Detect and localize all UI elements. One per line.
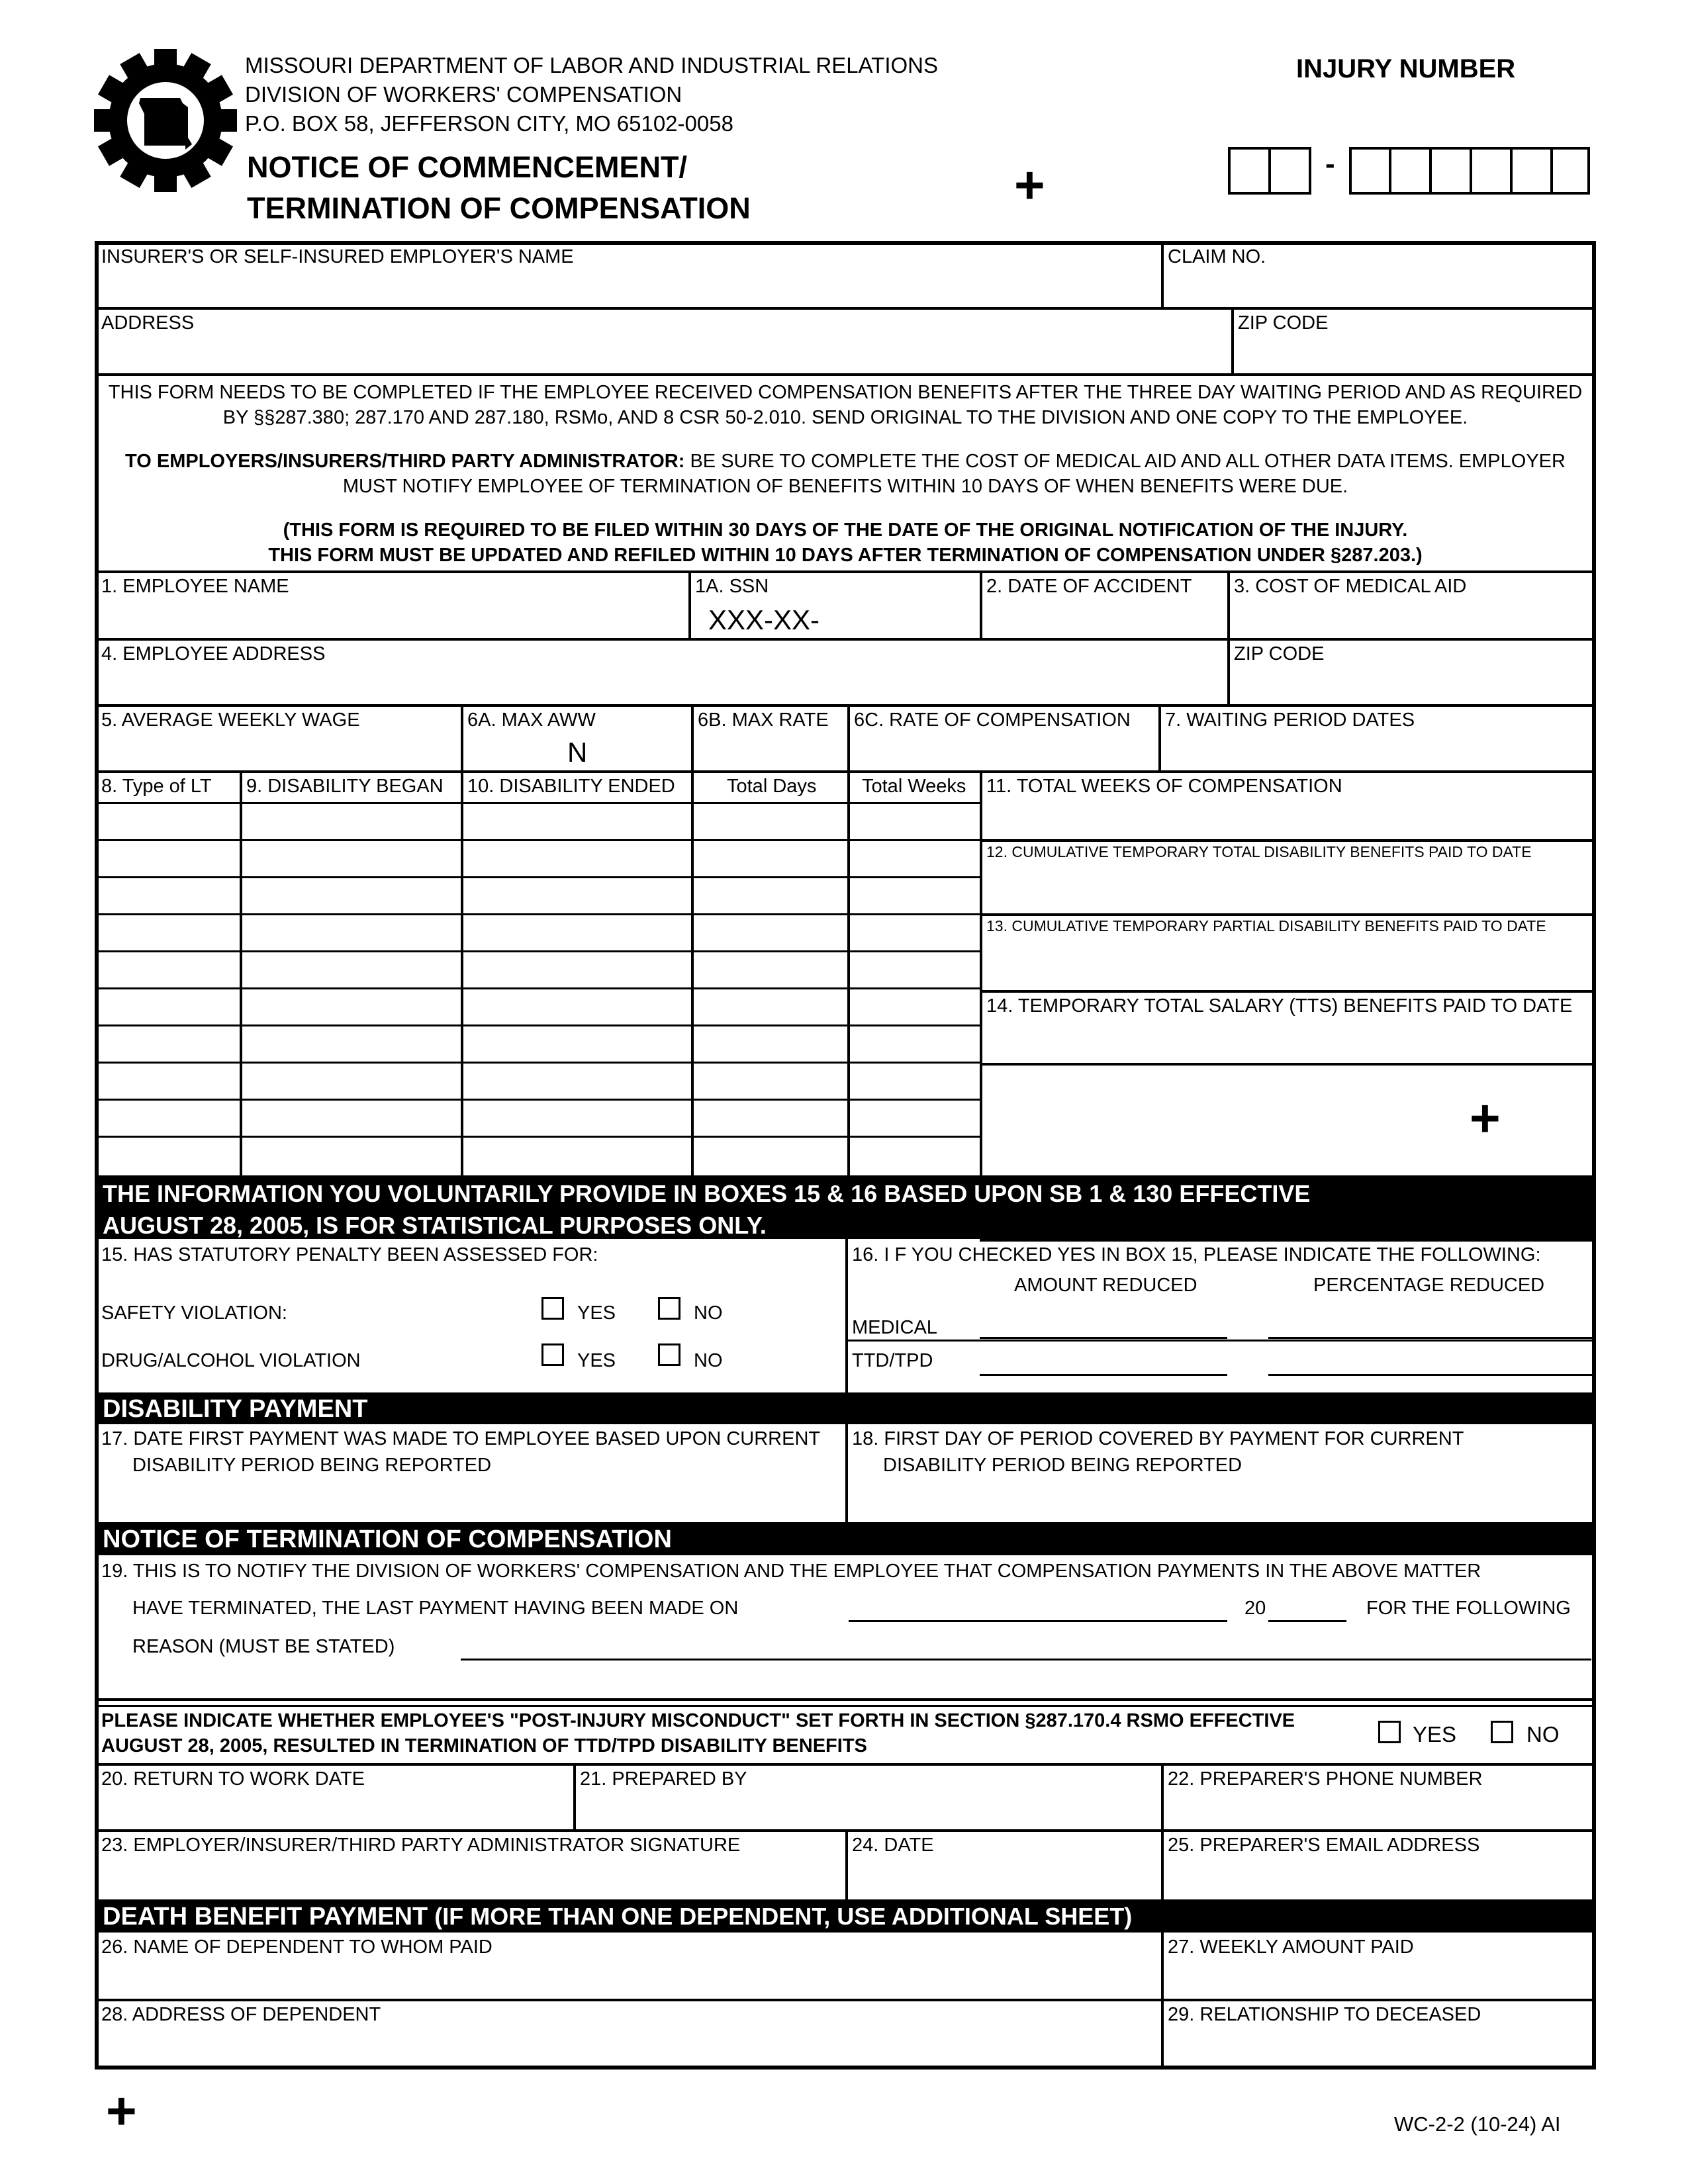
last-payment-text: HAVE TERMINATED, THE LAST PAYMENT HAVING BEEN MADE ON [132, 1598, 739, 1619]
employee-name-label: 1. EMPLOYEE NAME [101, 576, 289, 597]
percentage-reduced-header: PERCENTAGE REDUCED [1313, 1275, 1545, 1296]
medical-label: MEDICAL [852, 1317, 937, 1338]
registration-mark: + [1470, 1089, 1501, 1148]
instructions-line1: THIS FORM NEEDS TO BE COMPLETED IF THE EMPLOYEE RECEIVED COMPENSATION BENEFITS AFTER THE THREE DAY WAITING PERIOD AND AS REQUIRED [108, 382, 1583, 403]
first-payment-date-field[interactable] [99, 1480, 843, 1520]
max-rate-label: 6B. MAX RATE [698, 709, 829, 731]
disability-payment-heading: DISABILITY PAYMENT [95, 1392, 1596, 1424]
relationship-field[interactable] [1165, 2026, 1591, 2065]
cumulative-tpd-label: 13. CUMULATIVE TEMPORARY PARTIAL DISABILITY BENEFITS PAID TO DATE [986, 917, 1546, 934]
form-title-line1: NOTICE OF COMMENCEMENT/ [247, 150, 687, 184]
drug-no-label: NO [694, 1350, 723, 1371]
drug-violation-yes-checkbox[interactable] [541, 1343, 564, 1366]
safety-violation-no-checkbox[interactable] [658, 1297, 680, 1320]
address-field[interactable] [99, 335, 1229, 372]
registration-mark: + [1014, 156, 1045, 214]
agency-division: DIVISION OF WORKERS' COMPENSATION [245, 82, 682, 107]
tts-benefits-label: 14. TEMPORARY TOTAL SALARY (TTS) BENEFITS PAID TO DATE [986, 995, 1573, 1017]
disability-period-row[interactable] [99, 990, 980, 1023]
safety-yes-label: YES [577, 1302, 616, 1324]
disability-period-row[interactable] [99, 842, 980, 875]
misconduct-question-2: AUGUST 28, 2005, RESULTED IN TERMINATION OF TTD/TPD DISABILITY BENEFITS [101, 1735, 867, 1756]
termination-notice-text: 19. THIS IS TO NOTIFY THE DIVISION OF WORKERS' COMPENSATION AND THE EMPLOYEE THAT COMPENSATION PAYMENTS IN THE ABOVE MATTER [101, 1561, 1481, 1582]
weekly-amount-label: 27. WEEKLY AMOUNT PAID [1168, 1936, 1414, 1958]
voluntary-info-heading: THE INFORMATION YOU VOLUNTARILY PROVIDE IN BOXES 15 & 16 BASED UPON SB 1 & 130 EFFECTIVE AUGUST 28, 2005, IS FOR STATISTICAL PURPOSES ONLY. [95, 1175, 1596, 1239]
statutory-penalty-question: 15. HAS STATUTORY PENALTY BEEN ASSESSED FOR: [101, 1244, 598, 1265]
preparer-phone-label: 22. PREPARER'S PHONE NUMBER [1168, 1768, 1483, 1790]
first-day-period-label: 18. FIRST DAY OF PERIOD COVERED BY PAYMENT FOR CURRENT [852, 1428, 1464, 1449]
last-payment-year-field[interactable] [1268, 1592, 1346, 1620]
for-following-text: FOR THE FOLLOWING [1366, 1598, 1571, 1619]
date-field[interactable] [850, 1857, 1158, 1897]
amount-reduced-header: AMOUNT REDUCED [1014, 1275, 1197, 1296]
injury-number-label: INJURY NUMBER [1296, 54, 1516, 83]
safety-violation-yes-checkbox[interactable] [541, 1297, 564, 1320]
employee-name-field[interactable] [99, 598, 686, 637]
type-of-lt-header: 8. Type of LT [101, 776, 212, 797]
misconduct-no-label: NO [1526, 1722, 1560, 1747]
insurer-name-label: INSURER'S OR SELF-INSURED EMPLOYER'S NAME [101, 246, 574, 267]
rate-of-compensation-field[interactable] [851, 732, 1156, 769]
year-prefix: 20 [1244, 1598, 1266, 1619]
weekly-amount-field[interactable] [1165, 1959, 1591, 1997]
disability-began-header: 9. DISABILITY BEGAN [246, 776, 444, 797]
instructions-notify: MUST NOTIFY EMPLOYEE OF TERMINATION OF BENEFITS WITHIN 10 DAYS OF WHEN BENEFITS WERE DUE. [342, 476, 1348, 497]
injury-number-dash: - [1325, 148, 1335, 180]
total-weeks-compensation-label: 11. TOTAL WEEKS OF COMPENSATION [986, 776, 1342, 797]
zip-code-field[interactable] [1235, 335, 1591, 372]
total-weeks-compensation-field[interactable] [984, 801, 1591, 838]
ssn-label: 1A. SSN [695, 576, 769, 597]
date-of-accident-field[interactable] [984, 598, 1225, 637]
tts-benefits-field[interactable] [984, 1019, 1591, 1056]
preparer-phone-field[interactable] [1165, 1791, 1591, 1828]
waiting-period-dates-field[interactable] [1162, 732, 1591, 769]
form-id: WC-2-2 (10-24) AI [1394, 2113, 1561, 2136]
return-to-work-label: 20. RETURN TO WORK DATE [101, 1768, 365, 1790]
reduction-question: 16. I F YOU CHECKED YES IN BOX 15, PLEASE INDICATE THE FOLLOWING: [852, 1244, 1541, 1265]
date-of-accident-label: 2. DATE OF ACCIDENT [986, 576, 1192, 597]
disability-period-row[interactable] [99, 916, 980, 949]
return-to-work-field[interactable] [99, 1791, 571, 1828]
disability-period-row[interactable] [99, 1138, 980, 1173]
instructions-line2: BY §§287.380; 287.170 AND 287.180, RSMo, AND 8 CSR 50-2.010. SEND ORIGINAL TO THE DIVISION AND ONE COPY TO THE EMPLOYEE. [222, 407, 1468, 428]
max-aww-label: 6A. MAX AWW [467, 709, 596, 731]
cumulative-tpd-field[interactable] [984, 937, 1591, 987]
drug-alcohol-violation-label: DRUG/ALCOHOL VIOLATION [101, 1350, 361, 1371]
dependent-name-field[interactable] [99, 1959, 1158, 1997]
employee-address-label: 4. EMPLOYEE ADDRESS [101, 643, 326, 664]
date-label: 24. DATE [852, 1835, 934, 1856]
cumulative-ttd-field[interactable] [984, 863, 1591, 911]
misconduct-yes-label: YES [1413, 1722, 1457, 1747]
first-day-period-label-2: DISABILITY PERIOD BEING REPORTED [883, 1455, 1243, 1476]
relationship-label: 29. RELATIONSHIP TO DECEASED [1168, 2004, 1481, 2025]
first-day-period-field[interactable] [850, 1480, 1591, 1520]
max-rate-field[interactable] [695, 732, 845, 769]
injury-number-seq-boxes[interactable] [1349, 147, 1590, 195]
agency-address: P.O. BOX 58, JEFFERSON CITY, MO 65102-0058 [245, 111, 733, 136]
agency-name: MISSOURI DEPARTMENT OF LABOR AND INDUSTRIAL RELATIONS [245, 53, 939, 77]
max-aww-value[interactable]: N [567, 737, 588, 768]
employee-zip-label: ZIP CODE [1234, 643, 1325, 664]
dependent-address-field[interactable] [99, 2026, 1158, 2065]
total-weeks-header: Total Weeks [862, 776, 966, 797]
dependent-address-label: 28. ADDRESS OF DEPENDENT [101, 2004, 381, 2025]
claim-no-label: CLAIM NO. [1168, 246, 1266, 267]
dependent-name-label: 26. NAME OF DEPENDENT TO WHOM PAID [101, 1936, 492, 1958]
employee-zip-field[interactable] [1231, 666, 1591, 703]
instructions-filing-deadline: (THIS FORM IS REQUIRED TO BE FILED WITHIN 30 DAYS OF THE DATE OF THE ORIGINAL NOTIFICATION OF THE INJURY. [283, 520, 1408, 541]
waiting-period-dates-label: 7. WAITING PERIOD DATES [1165, 709, 1415, 731]
cumulative-ttd-label: 12. CUMULATIVE TEMPORARY TOTAL DISABILITY BENEFITS PAID TO DATE [986, 843, 1532, 860]
ttd-tpd-percentage-reduced-field[interactable] [1268, 1346, 1593, 1374]
form-title-line2: TERMINATION OF COMPENSATION [247, 191, 751, 225]
cost-of-medical-aid-label: 3. COST OF MEDICAL AID [1234, 576, 1467, 597]
total-days-header: Total Days [727, 776, 817, 797]
claim-no-field[interactable] [1165, 269, 1591, 306]
misconduct-yes-checkbox[interactable] [1378, 1721, 1401, 1743]
cost-of-medical-aid-field[interactable] [1231, 598, 1591, 637]
zip-code-label: ZIP CODE [1238, 312, 1329, 334]
disability-period-row[interactable] [99, 1027, 980, 1060]
injury-number-year-boxes[interactable] [1228, 147, 1311, 195]
instructions-employers: TO EMPLOYERS/INSURERS/THIRD PARTY ADMINISTRATOR: BE SURE TO COMPLETE THE COST OF MEDICAL AID AND ALL OTHER DATA ITEMS. EMPLOYER [125, 451, 1566, 472]
reason-label: REASON (MUST BE STATED) [132, 1636, 395, 1657]
disability-period-row[interactable] [99, 879, 980, 912]
average-weekly-wage-label: 5. AVERAGE WEEKLY WAGE [101, 709, 360, 731]
disability-period-row[interactable] [99, 1064, 980, 1097]
preparer-email-label: 25. PREPARER'S EMAIL ADDRESS [1168, 1835, 1480, 1856]
first-payment-date-label-2: DISABILITY PERIOD BEING REPORTED [132, 1455, 492, 1476]
registration-mark: + [106, 2081, 137, 2140]
termination-heading: NOTICE OF TERMINATION OF COMPENSATION [95, 1522, 1596, 1555]
disability-period-row[interactable] [99, 805, 980, 838]
rate-of-compensation-label: 6C. RATE OF COMPENSATION [854, 709, 1131, 731]
employee-address-field[interactable] [99, 666, 1225, 703]
ttd-tpd-amount-reduced-field[interactable] [980, 1346, 1227, 1374]
address-label: ADDRESS [101, 312, 195, 334]
disability-period-row[interactable] [99, 953, 980, 986]
missouri-gear-logo [93, 48, 238, 193]
drug-yes-label: YES [577, 1350, 616, 1371]
ttd-tpd-label: TTD/TPD [852, 1350, 933, 1371]
last-payment-date-field[interactable] [849, 1592, 1227, 1620]
medical-percentage-reduced-field[interactable] [1268, 1310, 1593, 1337]
misconduct-question: PLEASE INDICATE WHETHER EMPLOYEE'S "POST-INJURY MISCONDUCT" SET FORTH IN SECTION §287.170.4 RSMO EFFECTIVE [101, 1710, 1295, 1731]
insurer-name-field[interactable] [99, 269, 1158, 306]
medical-amount-reduced-field[interactable] [980, 1310, 1227, 1337]
prepared-by-label: 21. PREPARED BY [580, 1768, 747, 1790]
disability-ended-header: 10. DISABILITY ENDED [467, 776, 675, 797]
ssn-value[interactable]: XXX-XX- [708, 604, 820, 635]
signature-field[interactable] [99, 1857, 843, 1897]
prepared-by-field[interactable] [577, 1791, 1158, 1828]
drug-violation-no-checkbox[interactable] [658, 1343, 680, 1366]
preparer-email-field[interactable] [1165, 1857, 1591, 1897]
safety-no-label: NO [694, 1302, 723, 1324]
safety-violation-label: SAFETY VIOLATION: [101, 1302, 287, 1324]
instructions-refile: THIS FORM MUST BE UPDATED AND REFILED WITHIN 10 DAYS AFTER TERMINATION OF COMPENSATION UNDER §287.203.) [268, 545, 1423, 566]
termination-reason-field[interactable] [461, 1629, 1591, 1659]
first-payment-date-label: 17. DATE FIRST PAYMENT WAS MADE TO EMPLOYEE BASED UPON CURRENT [101, 1428, 821, 1449]
death-benefit-heading: DEATH BENEFIT PAYMENT (IF MORE THAN ONE DEPENDENT, USE ADDITIONAL SHEET) [95, 1899, 1596, 1933]
disability-period-row[interactable] [99, 1101, 980, 1134]
signature-label: 23. EMPLOYER/INSURER/THIRD PARTY ADMINISTRATOR SIGNATURE [101, 1835, 741, 1856]
average-weekly-wage-field[interactable] [99, 732, 458, 769]
misconduct-no-checkbox[interactable] [1491, 1721, 1513, 1743]
